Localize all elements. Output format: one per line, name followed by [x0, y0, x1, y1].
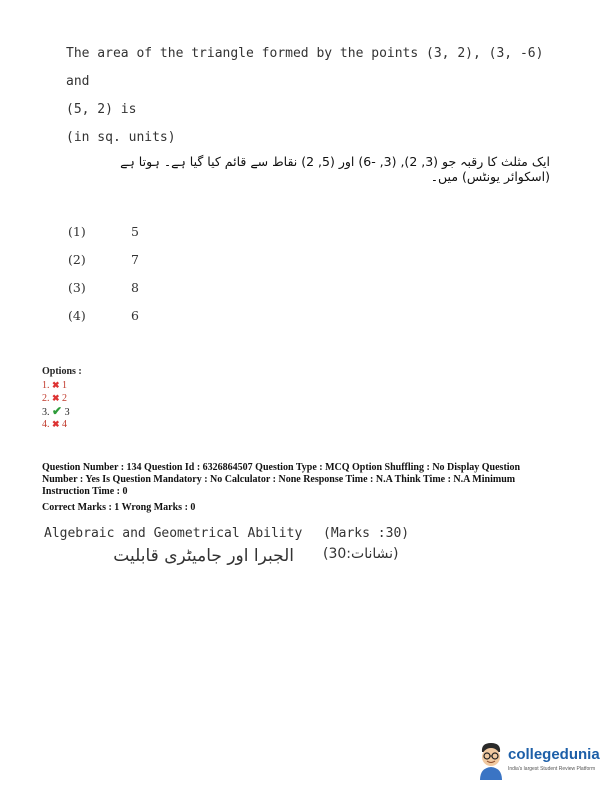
answer-option-number: (1): [68, 224, 86, 239]
logo-text: collegedunia: [508, 746, 600, 763]
section-title-urdu: الجبرا اور جامیٹری قابلیت: [113, 546, 294, 566]
logo-tagline: India's largest Student Review Platform: [508, 766, 596, 772]
option-label: 3.: [42, 407, 50, 418]
answer-option-number: (2): [68, 252, 86, 267]
question-text: [66, 40, 556, 152]
collegedunia-logo: [476, 740, 606, 784]
answer-option-value: 6: [131, 308, 139, 323]
option-label: 4.: [42, 419, 50, 430]
section-title: Algebraic and Geometrical Ability: [44, 526, 303, 541]
answer-option-number: (4): [68, 308, 86, 323]
cross-icon: ✖: [52, 380, 60, 390]
answer-option-value: 5: [131, 224, 139, 239]
option-value: 2: [62, 393, 68, 404]
question-line-3: (in sq. units): [66, 130, 176, 145]
option-item-1: [42, 379, 82, 392]
marks-line: Correct Marks : 1 Wrong Marks : 0: [42, 502, 196, 513]
meta-line-1: Question Number : 134 Question Id : 6326864507 Question Type : MCQ Option Shuffling : No Display Question: [42, 462, 521, 473]
meta-line-2: Number : Yes Is Question Mandatory : No Calculator : None Response Time : N.A Think Time : N.A Minimum: [42, 474, 516, 485]
option-label: 1.: [42, 380, 50, 391]
options-title: Options :: [42, 366, 82, 377]
option-value: 4: [62, 419, 68, 430]
option-label: 2.: [42, 393, 50, 404]
question-line-1: The area of the triangle formed by the points (3, 2), (3, -6) and: [66, 46, 544, 89]
mascot-icon: [476, 740, 506, 780]
option-item-3: [42, 405, 82, 418]
options-list: [42, 366, 82, 431]
section-marks-urdu: (نشانات:30): [323, 546, 399, 562]
cross-icon: ✖: [52, 419, 60, 429]
option-value: 3: [64, 407, 70, 418]
answer-option-value: 8: [131, 280, 139, 295]
cross-icon: ✖: [52, 393, 60, 403]
check-icon: ✔: [52, 404, 63, 418]
answer-option-number: (3): [68, 280, 86, 295]
section-marks: (Marks :30): [323, 526, 410, 541]
answer-option-value: 7: [131, 252, 139, 267]
question-urdu: ایک مثلث کا رقبہ جو (3, 2), (3, -6) اور (5, 2) نقاط سے قائم کیا گیا ہے۔ ہوتا ہے (اسکوائر یونٹس) میں۔: [120, 154, 550, 184]
option-item-4: [42, 418, 82, 431]
question-line-2: (5, 2) is: [66, 102, 137, 117]
question-meta: [42, 462, 552, 514]
meta-line-3: Instruction Time : 0: [42, 486, 128, 497]
option-value: 1: [62, 380, 68, 391]
